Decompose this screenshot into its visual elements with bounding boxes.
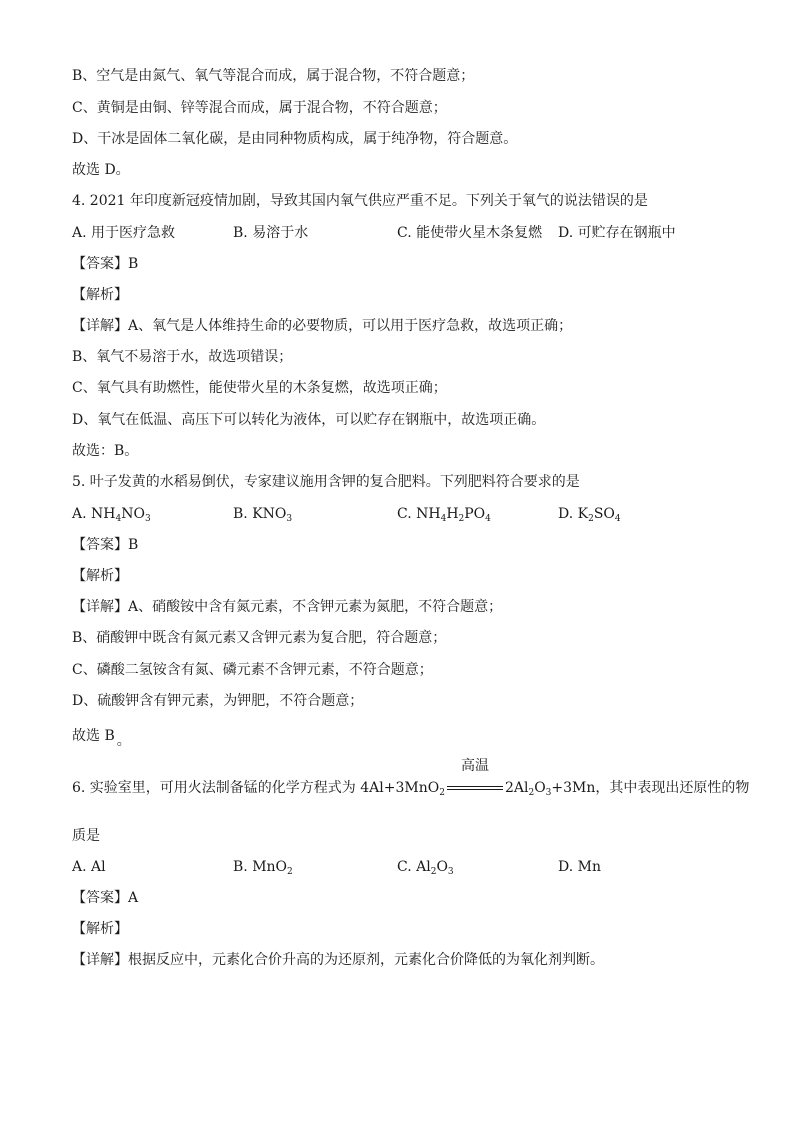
q4-option-c: C. 能使带火星木条复燃 xyxy=(397,225,543,241)
q4-conclusion: 故选：B。 xyxy=(72,443,139,459)
q6-stem: 6. 实验室里，可用火法制备锰的化学方程式为 4Al+3MnO$_2$ 高温 $2Al_2O_3+3Mn$，其中表现出还原性的物 xyxy=(72,758,750,798)
answer-value: B xyxy=(128,537,139,553)
answer-tag: 【答案】 xyxy=(72,256,128,272)
q5-detail-b: B、硝酸钾中既含有氮元素又含钾元素为复合肥，符合题意； xyxy=(72,630,447,646)
detail-tag: 【详解】 xyxy=(72,318,128,334)
detail-tag: 【详解】 xyxy=(72,599,128,615)
q5-detail-a xyxy=(72,597,502,617)
q6-option-c: C. $Al_2O_3$ xyxy=(397,859,454,877)
q3-line-c: C、黄铜是由铜、锌等混合而成，属于混合物，不符合题意； xyxy=(72,100,447,116)
q5-answer xyxy=(72,535,138,555)
detail-text: A、氧气是人体维持生命的必要物质，可以用于医疗急救，故选项正确； xyxy=(128,318,573,334)
q5-option-b: B. $KNO_3$ xyxy=(233,506,293,524)
q5-option-a: A. $NH_4NO_3$ xyxy=(72,506,151,524)
q3-conclusion: 故选 D。 xyxy=(72,162,130,178)
q6-analysis-tag: 【解析】 xyxy=(72,921,128,937)
q5-stem: 5. 叶子发黄的水稻易倒伏，专家建议施用含钾的复合肥料。下列肥料符合要求的是 xyxy=(72,474,580,490)
q6-option-a: A. Al xyxy=(72,859,106,875)
q5-detail-c: C、磷酸二氢铵含有氮、磷元素不含钾元素，不符合题意； xyxy=(72,662,433,678)
reaction-condition: 高温 xyxy=(445,778,505,798)
q4-detail-b: B、氧气不易溶于水，故选项错误； xyxy=(72,349,293,365)
q4-stem: 4. 2021 年印度新冠疫情加剧，导致其国内氧气供应严重不足。下列关于氧气的说法错误的是 xyxy=(72,193,648,209)
q5-detail-d: D、硫酸钾含有钾元素，为钾肥，不符合题意； xyxy=(72,693,364,709)
q4-detail-d: D、氧气在低温、高压下可以转化为液体，可以贮存在钢瓶中，故选项正确。 xyxy=(72,412,546,428)
q6-stem-line2: 质是 xyxy=(72,828,100,844)
answer-tag: 【答案】 xyxy=(72,537,128,553)
q5-option-c: C. $NH_4H_2PO_4$ xyxy=(397,506,491,524)
q6-answer xyxy=(72,888,138,908)
q6-option-d: D. Mn xyxy=(558,859,601,875)
q4-detail-a xyxy=(72,316,572,336)
q4-option-b: B. 易溶于水 xyxy=(233,225,309,241)
q6-option-b: B. MnO$_2$ xyxy=(233,859,293,877)
q4-detail-c: C、氧气具有助燃性，能使带火星的木条复燃，故选项正确； xyxy=(72,380,447,396)
q6-detail xyxy=(72,950,604,970)
q4-option-a: A. 用于医疗急救 xyxy=(72,225,176,241)
q4-analysis-tag: 【解析】 xyxy=(72,287,128,303)
detail-text: 根据反应中，元素化合价升高的为还原剂，元素化合价降低的为氧化剂判断。 xyxy=(128,952,604,968)
q3-line-b: B、空气是由氮气、氧气等混合而成，属于混合物，不符合题意； xyxy=(72,68,475,84)
q3-line-d: D、干冰是固体二氧化碳，是由同种物质构成，属于纯净物，符合题意。 xyxy=(72,131,518,147)
q4-answer xyxy=(72,254,138,274)
detail-tag: 【详解】 xyxy=(72,952,128,968)
answer-value: B xyxy=(128,256,139,272)
q4-option-d: D. 可贮存在钢瓶中 xyxy=(558,225,676,241)
answer-value: A xyxy=(128,890,139,906)
detail-text: A、硝酸铵中含有氮元素，不含钾元素为氮肥，不符合题意； xyxy=(128,599,503,615)
answer-tag: 【答案】 xyxy=(72,890,128,906)
q5-option-d: D. $K_2SO_4$ xyxy=(558,506,621,524)
q5-analysis-tag: 【解析】 xyxy=(72,568,128,584)
q5-conclusion: 故选 B 。 xyxy=(72,728,131,749)
